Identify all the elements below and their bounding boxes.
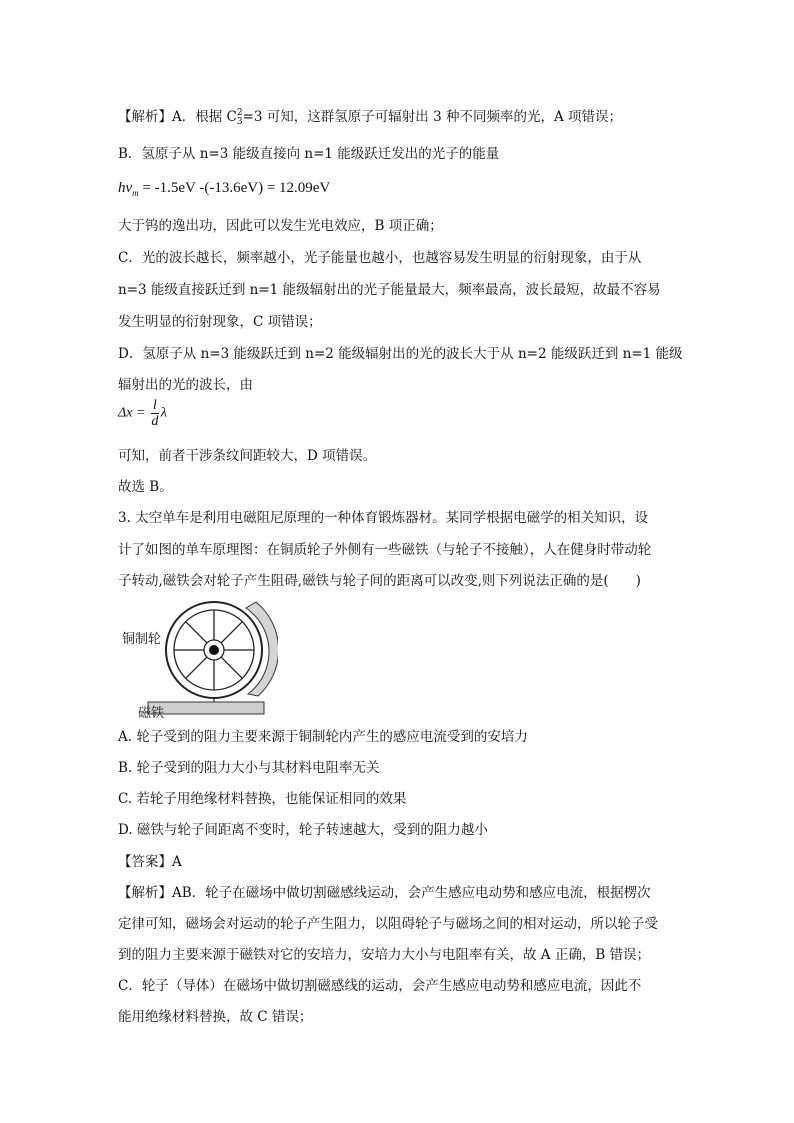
option-b: B. 轮子受到的阻力大小与其材料电阻率无关 xyxy=(118,760,380,776)
wheel-axle xyxy=(209,645,219,655)
analysis-3-line-4: C．轮子（导体）在磁场中做切割磁感线的运动，会产生感应电动势和感应电流，因此不 xyxy=(118,978,642,994)
analysis-3-line-2: 定律可知，磁场会对运动的轮子产生阻力，以阻碍轮子与磁场之间的相对运动，所以轮子受 xyxy=(118,916,658,932)
analysis-choose: 故选 B。 xyxy=(118,479,173,495)
formula-fringe-spacing: Δx = $\frac{l}{d}$ λ xyxy=(118,398,167,429)
question-3-stem-3: 子转动,磁铁会对轮子产生阻碍,磁铁与轮子间的距离可以改变,则下列说法正确的是( ) xyxy=(118,573,641,589)
combination-indices: 2 3 xyxy=(236,107,243,127)
bike-wheel-figure xyxy=(118,598,278,720)
analysis-line-a-prefix: 【解析】A．根据 C xyxy=(118,109,237,125)
question-3-stem-2: 计了如图的单车原理图：在铜质轮子外侧有一些磁铁（与轮子不接触），人在健身时带动轮 xyxy=(118,542,652,558)
analysis-line-c2: n=3 能级直接跃迁到 n=1 能级辐射出的光子能量最大，频率最高，波长最短，故最不容易 xyxy=(118,282,661,298)
answer: 【答案】A xyxy=(118,854,182,870)
analysis-line-c3: 发生明显的衍射现象，C 项错误； xyxy=(118,314,322,330)
analysis-line-d3: 可知，前者干涉条纹间距较大，D 项错误。 xyxy=(118,448,377,464)
analysis-line-b: B．氢原子从 n=3 能级直接向 n=1 能级跃迁发出的光子的能量 xyxy=(118,146,500,162)
figure-label-wheel: 铜制轮 xyxy=(122,632,162,647)
analysis-line-c1: C．光的波长越长，频率越小，光子能量也越小，也越容易发生明显的衍射现象，由于从 xyxy=(118,250,642,266)
figure-label-magnet: 磁铁 xyxy=(138,706,165,721)
formula-photon-energy: $h\nu_m = -1.5eV$ -(-13.6eV) = 12.09eV xyxy=(118,180,331,198)
analysis-line-d1: D．氢原子从 n=3 能级跃迁到 n=2 能级辐射出的光的波长大于从 n=2 能级跃迁到 n=1 能级 xyxy=(118,346,683,362)
analysis-line-d2: 辐射出的光的波长，由 xyxy=(118,377,253,393)
analysis-line-a xyxy=(118,107,622,127)
analysis-3-line-3: 到的阻力主要来源于磁铁对它的安培力，安培力大小与电阻率有关，故 A 正确，B 错误； xyxy=(118,947,651,963)
question-3-stem-1: 3. 太空单车是利用电磁阻尼原理的一种体育锻炼器材。某同学根据电磁学的相关知识，设 xyxy=(118,510,649,526)
analysis-3-line-5: 能用绝缘材料替换，故 C 错误； xyxy=(118,1009,313,1025)
option-a: A. 轮子受到的阻力主要来源于铜制轮内产生的感应电流受到的安培力 xyxy=(118,729,528,745)
analysis-line-b-conclusion: 大于钨的逸出功，因此可以发生光电效应，B 项正确； xyxy=(118,218,443,234)
analysis-line-a-rest: =3 可知，这群氢原子可辐射出 3 种不同频率的光，A 项错误； xyxy=(242,109,623,125)
magnet-base xyxy=(148,702,264,714)
analysis-3-line-1: 【解析】AB．轮子在磁场中做切割磁感线运动，会产生感应电动势和感应电流，根据楞次 xyxy=(118,885,651,901)
option-d: D. 磁铁与轮子间距离不变时，轮子转速越大，受到的阻力越小 xyxy=(118,822,488,838)
option-c: C. 若轮子用绝缘材料替换，也能保证相同的效果 xyxy=(118,791,407,807)
